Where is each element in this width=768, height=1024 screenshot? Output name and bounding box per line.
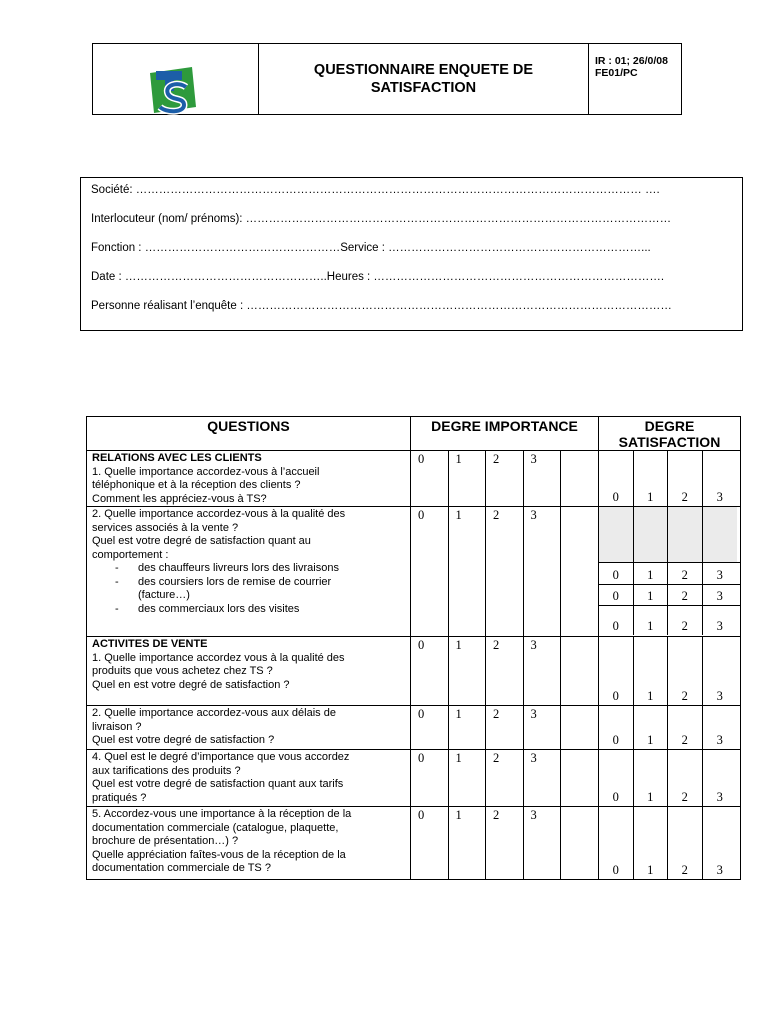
scale-1[interactable]: 1 bbox=[634, 606, 669, 635]
question-text: Quel est votre degré de satisfaction ? bbox=[92, 734, 275, 746]
question-cell bbox=[87, 637, 411, 706]
scale-0[interactable]: 0 bbox=[599, 637, 634, 705]
scale-2[interactable]: 2 bbox=[486, 637, 524, 705]
grey-cell bbox=[634, 507, 669, 562]
scale-0[interactable]: 0 bbox=[599, 585, 634, 605]
scale-1[interactable]: 1 bbox=[634, 451, 669, 506]
scale-3[interactable]: 3 bbox=[524, 507, 562, 636]
scale-3[interactable]: 3 bbox=[524, 807, 562, 879]
question-text: documentation commerciale de TS ? bbox=[92, 862, 271, 874]
satisfaction-header bbox=[599, 417, 741, 451]
list-item-text: des coursiers lors de remise de courrier bbox=[138, 575, 332, 588]
question-text: documentation commerciale (catalogue, plaquette, bbox=[92, 821, 339, 834]
scale-spacer bbox=[561, 451, 598, 506]
question-text: Comment les appréciez-vous à TS? bbox=[92, 492, 267, 505]
table-row bbox=[87, 507, 741, 637]
questions-table bbox=[86, 416, 741, 880]
scale-3[interactable]: 3 bbox=[716, 733, 723, 747]
behaviour-list bbox=[92, 562, 406, 616]
section-title: RELATIONS AVEC LES CLIENTS bbox=[92, 452, 262, 464]
scale-3[interactable]: 3 bbox=[716, 863, 723, 877]
question-text: comportement : bbox=[92, 548, 169, 561]
scale-2[interactable]: 2 bbox=[486, 507, 524, 636]
scale-spacer bbox=[561, 637, 598, 705]
scale-0[interactable]: 0 bbox=[411, 637, 449, 705]
list-item: - des commerciaux lors des visites bbox=[115, 603, 406, 617]
table-row bbox=[87, 706, 741, 750]
section-title: ACTIVITES DE VENTE bbox=[92, 638, 208, 650]
scale-0[interactable]: 0 bbox=[599, 706, 634, 749]
question-text: pratiqués ? bbox=[92, 791, 147, 804]
title-line-2: SATISFACTION bbox=[370, 80, 477, 96]
scale-0[interactable]: 0 bbox=[411, 807, 449, 879]
document-title bbox=[259, 44, 589, 114]
scale-1[interactable]: 1 bbox=[449, 750, 487, 806]
question-text: 2. Quelle importance accordez-vous à la qualité des bbox=[92, 508, 346, 520]
questions-header: QUESTIONS bbox=[87, 417, 411, 451]
list-item-text: (facture…) bbox=[138, 589, 190, 601]
document-reference bbox=[589, 44, 681, 114]
question-text: 2. Quelle importance accordez-vous aux délais de bbox=[92, 707, 336, 719]
logo-cell bbox=[93, 44, 259, 114]
scale-0[interactable]: 0 bbox=[411, 451, 449, 506]
scale-1[interactable]: 1 bbox=[449, 637, 487, 705]
scale-3[interactable]: 3 bbox=[716, 568, 723, 582]
question-text: 1. Quelle importance accordez vous à la qualité des bbox=[92, 651, 345, 664]
scale-2[interactable]: 2 bbox=[668, 637, 703, 705]
satisfaction-scale[interactable] bbox=[599, 750, 741, 807]
question-text: Quelle appréciation faîtes-vous de la réception de la bbox=[92, 848, 346, 861]
scale-spacer bbox=[561, 706, 598, 749]
scale-spacer bbox=[561, 507, 598, 636]
question-text: téléphonique et à la réception des clients ? bbox=[92, 479, 301, 491]
scale-2[interactable]: 2 bbox=[668, 807, 703, 879]
scale-2[interactable]: 2 bbox=[668, 451, 703, 506]
respondent-info-box bbox=[80, 177, 743, 331]
greyed-cells bbox=[599, 507, 740, 562]
scale-0[interactable]: 0 bbox=[599, 451, 634, 506]
grey-cell bbox=[599, 507, 634, 562]
question-text: Quel en est votre degré de satisfaction ? bbox=[92, 678, 290, 691]
scale-1[interactable]: 1 bbox=[634, 807, 669, 879]
interlocuteur-field[interactable]: Interlocuteur (nom/ prénoms): ………………………………………………………………………………………………… bbox=[91, 213, 672, 225]
title-line-1: QUESTIONNAIRE ENQUETE DE bbox=[313, 62, 534, 78]
table-header-row bbox=[87, 417, 741, 451]
importance-scale[interactable] bbox=[411, 637, 599, 706]
importance-scale[interactable] bbox=[411, 750, 599, 807]
satisfaction-scale[interactable] bbox=[599, 637, 741, 706]
table-row bbox=[87, 750, 741, 807]
table-row bbox=[87, 451, 741, 507]
question-text: 1. Quelle importance accordez-vous à l’accueil bbox=[92, 465, 320, 478]
scale-1[interactable]: 1 bbox=[449, 507, 487, 636]
fonction-service-field[interactable]: Fonction : ……………………………………………Service : …………………………………………………………... bbox=[91, 242, 651, 254]
question-text: 4. Quel est le degré d’importance que vous accordez bbox=[92, 751, 350, 763]
scale-0[interactable]: 0 bbox=[411, 706, 449, 749]
scale-2[interactable]: 2 bbox=[486, 807, 524, 879]
scale-2[interactable]: 2 bbox=[486, 750, 524, 806]
document-header bbox=[92, 43, 682, 115]
satisfaction-scale[interactable] bbox=[599, 507, 741, 637]
question-cell bbox=[87, 807, 411, 880]
question-cell bbox=[87, 451, 411, 507]
scale-0[interactable]: 0 bbox=[411, 750, 449, 806]
grey-cell bbox=[668, 507, 703, 562]
scale-1[interactable]: 1 bbox=[634, 750, 669, 806]
question-cell bbox=[87, 706, 411, 750]
question-text: Quel est votre degré de satisfaction quant au bbox=[92, 535, 311, 547]
scale-3[interactable]: 3 bbox=[524, 706, 562, 749]
scale-3[interactable]: 3 bbox=[716, 490, 723, 504]
question-text: brochure de présentation…) ? bbox=[92, 835, 239, 847]
satisfaction-header-line-2: SATISFACTION bbox=[618, 434, 721, 450]
scale-2[interactable]: 2 bbox=[668, 585, 703, 605]
question-text: produits que vous achetez chez TS ? bbox=[92, 665, 273, 677]
scale-2[interactable]: 2 bbox=[668, 563, 703, 584]
personne-field[interactable]: Personne réalisant l’enquête : ………………………………………………………………………………………………… bbox=[91, 300, 672, 312]
reference-line-2: FE01/PC bbox=[595, 67, 638, 79]
scale-2[interactable]: 2 bbox=[668, 606, 703, 635]
scale-spacer bbox=[561, 807, 598, 879]
question-text: livraison ? bbox=[92, 720, 142, 733]
table-row bbox=[87, 637, 741, 706]
scale-0[interactable]: 0 bbox=[599, 563, 634, 584]
scale-3[interactable]: 3 bbox=[524, 451, 562, 506]
scale-3[interactable]: 3 bbox=[716, 619, 723, 633]
scale-3[interactable]: 3 bbox=[716, 589, 723, 603]
question-cell bbox=[87, 507, 411, 637]
scale-0[interactable]: 0 bbox=[599, 750, 634, 806]
list-item bbox=[115, 576, 406, 603]
importance-scale[interactable] bbox=[411, 706, 599, 750]
table-row bbox=[87, 807, 741, 880]
ts-logo-icon bbox=[148, 67, 198, 115]
scale-3[interactable]: 3 bbox=[716, 689, 723, 703]
scale-1[interactable]: 1 bbox=[634, 563, 669, 584]
scale-0[interactable]: 0 bbox=[599, 606, 634, 635]
list-item: - des chauffeurs livreurs lors des livraisons bbox=[115, 562, 406, 576]
scale-2[interactable]: 2 bbox=[668, 706, 703, 749]
scale-1[interactable]: 1 bbox=[449, 706, 487, 749]
scale-1[interactable]: 1 bbox=[634, 585, 669, 605]
importance-scale[interactable] bbox=[411, 807, 599, 880]
scale-2[interactable]: 2 bbox=[486, 451, 524, 506]
scale-spacer bbox=[561, 750, 598, 806]
scale-0[interactable]: 0 bbox=[599, 807, 634, 879]
scale-3[interactable]: 3 bbox=[716, 790, 723, 804]
question-text: Quel est votre degré de satisfaction quant aux tarifs bbox=[92, 778, 344, 790]
scale-2[interactable]: 2 bbox=[486, 706, 524, 749]
scale-3[interactable]: 3 bbox=[524, 637, 562, 705]
scale-1[interactable]: 1 bbox=[634, 706, 669, 749]
scale-3[interactable]: 3 bbox=[524, 750, 562, 806]
satisfaction-scale[interactable] bbox=[599, 451, 741, 507]
question-cell bbox=[87, 750, 411, 807]
importance-scale[interactable] bbox=[411, 507, 599, 637]
societe-field[interactable]: Société: …………………………………………………………………………………………………………………… …. bbox=[91, 184, 660, 196]
question-text: 5. Accordez-vous une importance à la réception de la bbox=[92, 808, 352, 820]
scale-1[interactable]: 1 bbox=[449, 451, 487, 506]
question-text: aux tarifications des produits ? bbox=[92, 764, 241, 777]
reference-line-1: IR : 01; 26/0/08 bbox=[595, 55, 668, 67]
satisfaction-scale[interactable] bbox=[599, 706, 741, 750]
satisfaction-header-line-1: DEGRE bbox=[644, 418, 695, 434]
scale-2[interactable]: 2 bbox=[668, 750, 703, 806]
satisfaction-scale[interactable] bbox=[599, 807, 741, 880]
grey-cell bbox=[703, 507, 738, 562]
importance-header: DEGRE IMPORTANCE bbox=[411, 417, 599, 451]
importance-scale[interactable] bbox=[411, 451, 599, 507]
scale-1[interactable]: 1 bbox=[449, 807, 487, 879]
scale-0[interactable]: 0 bbox=[411, 507, 449, 636]
question-text: services associés à la vente ? bbox=[92, 521, 239, 534]
scale-1[interactable]: 1 bbox=[634, 637, 669, 705]
date-heures-field[interactable]: Date : ……………………………………………..Heures : …………………………………………………………………. bbox=[91, 271, 665, 283]
